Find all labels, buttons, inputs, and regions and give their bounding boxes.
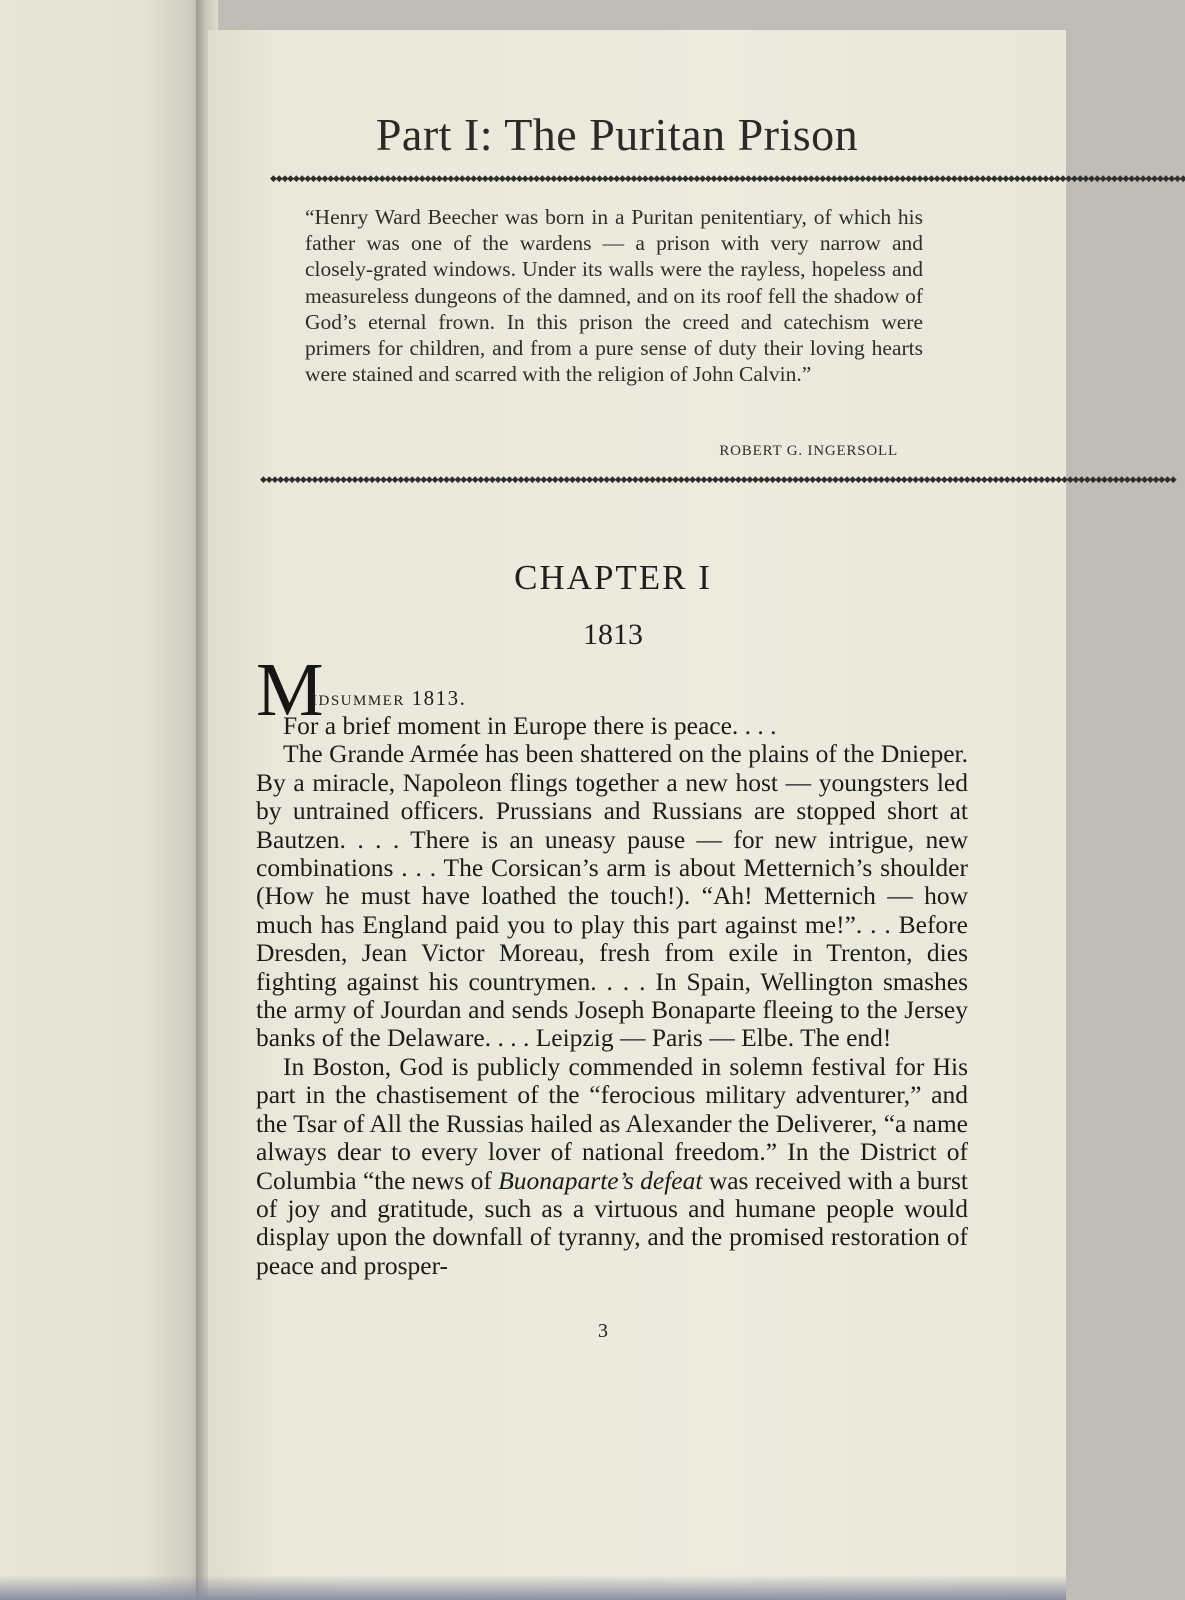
chapter-year: 1813 [583, 618, 643, 651]
paragraph-2: The Grande Armée has been shattered on the plains of the Dnieper. By a miracle, Napoleon flings together a new host — youngsters led by untrained officers. Prussians and Russians are stopped short at Bautzen. . . . There is an uneasy pause — for new intrigue, new combinations . . . The Corsican’s arm is about Metternich’s shoulder (How he must have loathed the touch!). “Ah! Metternich — how much has England paid you to play this part against me!”. . . Before Dresden, Jean Victor Moreau, fresh from exile in Trenton, dies fighting against his countrymen. . . . In Spain, Wellington smashes the army of Jourdan and sends Joseph Bonaparte fleeing to the Jersey banks of the Delaware. . . . Leipzig — Paris — Elbe. The end! [256, 739, 968, 1053]
bottom-shadow [0, 1575, 1066, 1600]
left-page [0, 0, 205, 1600]
paragraph-3 [256, 1053, 968, 1280]
epigraph-attribution: ROBERT G. INGERSOLL [719, 443, 898, 459]
drop-cap: M [256, 648, 324, 732]
paragraph-3-text-before: In Boston, God is publicly commended in solemn festival for His part in the chastisement of the “ferocious military adventurer,” and the Tsar of All the Russias hailed as Alexander the Deliverer, “a name always dear to every lover of national freedom.” In the District of Columbia “the news of [256, 1051, 968, 1195]
paragraph-3-text-after: was received with a burst of joy and gratitude, such as a virtuous and humane people would display upon the downfall of tyranny, and the promised restoration of peace and prosper- [256, 1165, 968, 1280]
opening-line: idsummer 1813. [312, 686, 467, 710]
paragraph-1: For a brief moment in Europe there is peace. . . . [283, 711, 777, 740]
page-number: 3 [598, 1320, 608, 1342]
ornament-rule-bottom: ◆◆◆◆◆◆◆◆◆◆◆◆◆◆◆◆◆◆◆◆◆◆◆◆◆◆◆◆◆◆◆◆◆◆◆◆◆◆◆◆◆◆◆◆◆◆◆◆◆◆◆◆◆◆◆◆◆◆◆◆◆◆◆◆◆◆◆◆◆◆◆◆◆◆◆◆◆◆◆◆◆◆◆◆◆◆◆◆◆◆◆◆◆◆◆◆◆◆◆◆◆◆◆◆◆◆◆◆◆◆◆◆◆◆◆◆◆◆◆◆◆◆◆◆◆◆◆◆◆◆◆◆◆◆◆◆◆◆◆◆◆◆◆◆◆◆◆◆◆◆◆◆◆◆◆◆◆◆◆◆ [260, 475, 1176, 485]
epigraph-quote: “Henry Ward Beecher was born in a Puritan penitentiary, of which his father was one of the wardens — a prison with very narrow and closely-grated windows. Under its walls were the rayless, hopeless and measureless dungeons of the damned, and on its roof fell the shadow of God’s eternal frown. In this prison the creed and catechism were primers for children, and from a pure sense of duty their loving hearts were stained and scarred with the religion of John Calvin.” [305, 205, 923, 387]
chapter-heading: CHAPTER I [514, 558, 712, 597]
body-text [256, 712, 968, 1280]
ornament-rule-top: ◆◆◆◆◆◆◆◆◆◆◆◆◆◆◆◆◆◆◆◆◆◆◆◆◆◆◆◆◆◆◆◆◆◆◆◆◆◆◆◆◆◆◆◆◆◆◆◆◆◆◆◆◆◆◆◆◆◆◆◆◆◆◆◆◆◆◆◆◆◆◆◆◆◆◆◆◆◆◆◆◆◆◆◆◆◆◆◆◆◆◆◆◆◆◆◆◆◆◆◆◆◆◆◆◆◆◆◆◆◆◆◆◆◆◆◆◆◆◆◆◆◆◆◆◆◆◆◆◆◆◆◆◆◆◆◆◆◆◆◆◆◆◆◆◆◆◆◆◆◆◆◆◆◆◆◆◆◆◆◆ [270, 174, 1185, 184]
paragraph-3-italic: Buonaparte’s defeat [498, 1165, 703, 1195]
part-title: Part I: The Puritan Prison [375, 109, 859, 160]
